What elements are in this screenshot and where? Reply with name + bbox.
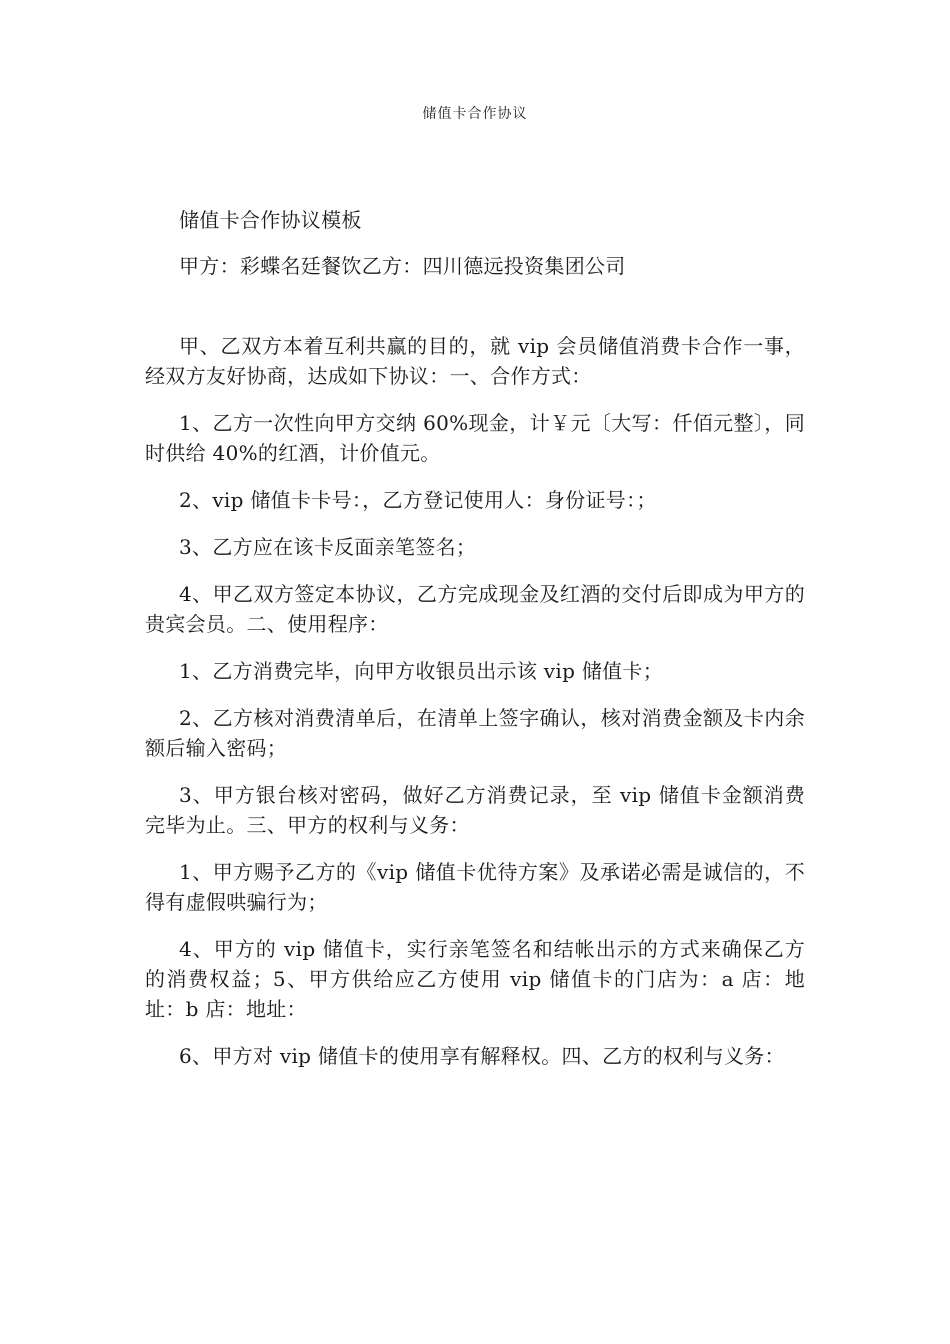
- document-title: 储值卡合作协议模板: [179, 208, 362, 232]
- document-body: [145, 205, 805, 1088]
- paragraph: 甲、乙双方本着互利共赢的目的，就 vip 会员储值消费卡合作一事，经双方友好协商，达成如下协议：一、合作方式：: [145, 334, 805, 388]
- paragraph: 1、乙方消费完毕，向甲方收银员出示该 vip 储值卡；: [179, 659, 664, 683]
- paragraph: 4、甲方的 vip 储值卡，实行亲笔签名和结帐出示的方式来确保乙方的消费权益；5、甲方供给应乙方使用 vip 储值卡的门店为：a 店：地址：b 店：地址：: [145, 937, 805, 1021]
- paragraph: 4、甲乙双方签定本协议，乙方完成现金及红酒的交付后即成为甲方的贵宾会员。二、使用程序：: [145, 582, 805, 636]
- paragraph: 1、乙方一次性向甲方交纳 60%现金，计￥元〔大写：仟佰元整〕，同时供给 40%的红酒，计价值元。: [145, 411, 805, 465]
- paragraph: 2、乙方核对消费清单后，在清单上签字确认，核对消费金额及卡内余额后输入密码；: [145, 706, 805, 760]
- paragraph: 3、乙方应在该卡反面亲笔签名；: [179, 535, 477, 559]
- paragraph: 1、甲方赐予乙方的《vip 储值卡优待方案》及承诺必需是诚信的，不得有虚假哄骗行为；: [145, 860, 805, 914]
- parties-line: 甲方：彩蝶名廷餐饮乙方：四川德远投资集团公司: [179, 254, 626, 278]
- paragraph: 2、vip 储值卡卡号：，乙方登记使用人：身份证号：；: [179, 488, 657, 512]
- paragraph: 3、甲方银台核对密码，做好乙方消费记录，至 vip 储值卡金额消费完毕为止。三、甲方的权利与义务：: [145, 783, 805, 837]
- paragraph: 6、甲方对 vip 储值卡的使用享有解释权。四、乙方的权利与义务：: [179, 1044, 785, 1068]
- running-header: 储值卡合作协议: [422, 106, 528, 122]
